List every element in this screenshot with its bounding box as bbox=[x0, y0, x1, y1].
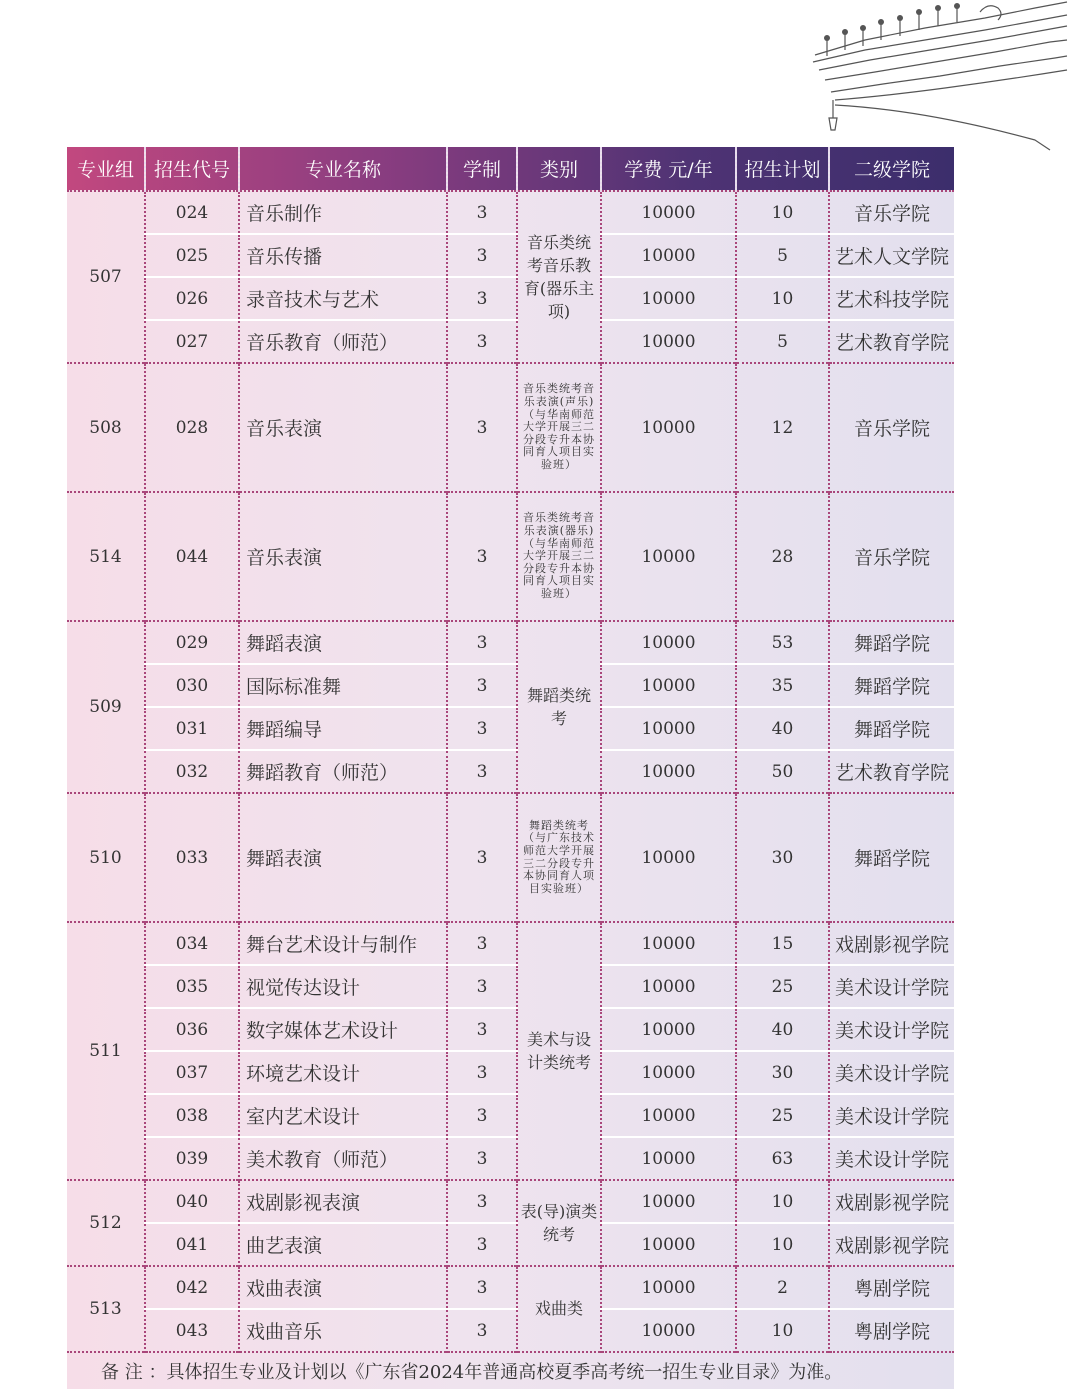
table-row bbox=[67, 1008, 954, 1051]
college-name: 美术设计学院 bbox=[829, 965, 954, 1008]
table-row bbox=[67, 320, 954, 363]
table-row bbox=[67, 1266, 954, 1309]
tuition-fee: 10000 bbox=[601, 707, 736, 750]
college-name: 舞蹈学院 bbox=[829, 707, 954, 750]
tuition-fee: 10000 bbox=[601, 492, 736, 621]
enroll-code: 025 bbox=[145, 234, 239, 277]
enroll-plan: 50 bbox=[736, 750, 829, 793]
major-name: 舞台艺术设计与制作 bbox=[239, 922, 447, 965]
note-row bbox=[67, 1352, 954, 1389]
study-years: 3 bbox=[447, 1309, 517, 1352]
study-years: 3 bbox=[447, 1008, 517, 1051]
major-name: 美术教育（师范） bbox=[239, 1137, 447, 1180]
tuition-fee: 10000 bbox=[601, 922, 736, 965]
major-name: 国际标准舞 bbox=[239, 664, 447, 707]
exam-category: 美术与设计类统考 bbox=[517, 922, 601, 1180]
exam-category: 音乐类统考音乐表演(器乐)（与华南师范大学开展三二分段专升本协同育人项目实验班） bbox=[517, 492, 601, 621]
college-name: 戏剧影视学院 bbox=[829, 1180, 954, 1223]
tuition-fee: 10000 bbox=[601, 234, 736, 277]
group-number: 513 bbox=[67, 1266, 145, 1352]
tuition-fee: 10000 bbox=[601, 664, 736, 707]
group-number: 509 bbox=[67, 621, 145, 793]
tuition-fee: 10000 bbox=[601, 320, 736, 363]
college-name: 舞蹈学院 bbox=[829, 793, 954, 922]
table-row bbox=[67, 277, 954, 320]
enroll-plan: 10 bbox=[736, 1223, 829, 1266]
table-row bbox=[67, 363, 954, 492]
header-group: 专业组 bbox=[67, 147, 145, 191]
college-name: 音乐学院 bbox=[829, 363, 954, 492]
exam-category: 舞蹈类统考 bbox=[517, 621, 601, 793]
study-years: 3 bbox=[447, 664, 517, 707]
study-years: 3 bbox=[447, 707, 517, 750]
header-fee: 学费 元/年 bbox=[601, 147, 736, 191]
header-plan: 招生计划 bbox=[736, 147, 829, 191]
major-name: 音乐教育（师范） bbox=[239, 320, 447, 363]
major-name: 视觉传达设计 bbox=[239, 965, 447, 1008]
college-name: 美术设计学院 bbox=[829, 1051, 954, 1094]
enroll-plan: 10 bbox=[736, 277, 829, 320]
table-row bbox=[67, 1180, 954, 1223]
major-name: 数字媒体艺术设计 bbox=[239, 1008, 447, 1051]
tuition-fee: 10000 bbox=[601, 621, 736, 664]
college-name: 艺术人文学院 bbox=[829, 234, 954, 277]
major-name: 舞蹈教育（师范） bbox=[239, 750, 447, 793]
study-years: 3 bbox=[447, 793, 517, 922]
enroll-plan: 15 bbox=[736, 922, 829, 965]
study-years: 3 bbox=[447, 1137, 517, 1180]
enroll-plan: 10 bbox=[736, 191, 829, 234]
enroll-plan: 53 bbox=[736, 621, 829, 664]
enroll-code: 027 bbox=[145, 320, 239, 363]
tuition-fee: 10000 bbox=[601, 1266, 736, 1309]
major-name: 舞蹈编导 bbox=[239, 707, 447, 750]
tuition-fee: 10000 bbox=[601, 363, 736, 492]
exam-category: 音乐类统考音乐教育(器乐主项) bbox=[517, 191, 601, 363]
header-code: 招生代号 bbox=[145, 147, 239, 191]
enroll-plan: 2 bbox=[736, 1266, 829, 1309]
enroll-plan: 35 bbox=[736, 664, 829, 707]
exam-category: 音乐类统考音乐表演(声乐)（与华南师范大学开展三二分段专升本协同育人项目实验班） bbox=[517, 363, 601, 492]
enroll-plan: 40 bbox=[736, 707, 829, 750]
palace-roof-illustration bbox=[805, 0, 1069, 160]
tuition-fee: 10000 bbox=[601, 1051, 736, 1094]
study-years: 3 bbox=[447, 191, 517, 234]
exam-category: 舞蹈类统考（与广东技术师范大学开展三二分段专升本协同育人项目实验班） bbox=[517, 793, 601, 922]
enroll-code: 031 bbox=[145, 707, 239, 750]
tuition-fee: 10000 bbox=[601, 1309, 736, 1352]
table-row bbox=[67, 750, 954, 793]
table-row bbox=[67, 1309, 954, 1352]
enroll-plan: 28 bbox=[736, 492, 829, 621]
study-years: 3 bbox=[447, 1094, 517, 1137]
college-name: 音乐学院 bbox=[829, 191, 954, 234]
exam-category: 表(导)演类统考 bbox=[517, 1180, 601, 1266]
major-name: 曲艺表演 bbox=[239, 1223, 447, 1266]
tuition-fee: 10000 bbox=[601, 1008, 736, 1051]
major-name: 音乐表演 bbox=[239, 363, 447, 492]
study-years: 3 bbox=[447, 363, 517, 492]
study-years: 3 bbox=[447, 1051, 517, 1094]
college-name: 粤剧学院 bbox=[829, 1266, 954, 1309]
note-text: 备 注 ：具体招生专业及计划以《广东省2024年普通高校夏季高考统一招生专业目录》为准。 bbox=[67, 1352, 954, 1389]
group-number: 514 bbox=[67, 492, 145, 621]
enroll-code: 035 bbox=[145, 965, 239, 1008]
college-name: 艺术科技学院 bbox=[829, 277, 954, 320]
enroll-code: 033 bbox=[145, 793, 239, 922]
tuition-fee: 10000 bbox=[601, 793, 736, 922]
table-row bbox=[67, 707, 954, 750]
enroll-code: 040 bbox=[145, 1180, 239, 1223]
college-name: 艺术教育学院 bbox=[829, 750, 954, 793]
table-row bbox=[67, 922, 954, 965]
college-name: 舞蹈学院 bbox=[829, 621, 954, 664]
tuition-fee: 10000 bbox=[601, 750, 736, 793]
major-name: 音乐制作 bbox=[239, 191, 447, 234]
major-name: 环境艺术设计 bbox=[239, 1051, 447, 1094]
header-major: 专业名称 bbox=[239, 147, 447, 191]
study-years: 3 bbox=[447, 1223, 517, 1266]
header-category: 类别 bbox=[517, 147, 601, 191]
enroll-plan: 30 bbox=[736, 1051, 829, 1094]
enroll-code: 038 bbox=[145, 1094, 239, 1137]
enroll-code: 042 bbox=[145, 1266, 239, 1309]
study-years: 3 bbox=[447, 922, 517, 965]
table-row bbox=[67, 793, 954, 922]
table-row bbox=[67, 191, 954, 234]
college-name: 美术设计学院 bbox=[829, 1094, 954, 1137]
group-number: 508 bbox=[67, 363, 145, 492]
group-number: 510 bbox=[67, 793, 145, 922]
enroll-code: 030 bbox=[145, 664, 239, 707]
enroll-code: 032 bbox=[145, 750, 239, 793]
table-row bbox=[67, 1094, 954, 1137]
major-name: 戏曲音乐 bbox=[239, 1309, 447, 1352]
enroll-code: 034 bbox=[145, 922, 239, 965]
college-name: 戏剧影视学院 bbox=[829, 1223, 954, 1266]
college-name: 美术设计学院 bbox=[829, 1137, 954, 1180]
major-name: 戏剧影视表演 bbox=[239, 1180, 447, 1223]
table-row bbox=[67, 1223, 954, 1266]
header-college: 二级学院 bbox=[853, 159, 930, 181]
enroll-code: 037 bbox=[145, 1051, 239, 1094]
table-body bbox=[67, 191, 954, 1389]
header-years: 学制 bbox=[447, 147, 517, 191]
table-header-row bbox=[67, 147, 954, 191]
enroll-plan: 5 bbox=[736, 320, 829, 363]
study-years: 3 bbox=[447, 492, 517, 621]
enroll-code: 043 bbox=[145, 1309, 239, 1352]
group-number: 507 bbox=[67, 191, 145, 363]
college-name: 舞蹈学院 bbox=[829, 664, 954, 707]
enroll-code: 029 bbox=[145, 621, 239, 664]
study-years: 3 bbox=[447, 621, 517, 664]
tuition-fee: 10000 bbox=[601, 1094, 736, 1137]
tuition-fee: 10000 bbox=[601, 191, 736, 234]
enroll-code: 039 bbox=[145, 1137, 239, 1180]
group-number: 512 bbox=[67, 1180, 145, 1266]
tuition-fee: 10000 bbox=[601, 965, 736, 1008]
college-name: 美术设计学院 bbox=[829, 1008, 954, 1051]
table-row bbox=[67, 965, 954, 1008]
enroll-plan: 30 bbox=[736, 793, 829, 922]
enrollment-table bbox=[67, 147, 954, 1389]
college-name: 艺术教育学院 bbox=[829, 320, 954, 363]
enroll-code: 028 bbox=[145, 363, 239, 492]
enroll-plan: 10 bbox=[736, 1180, 829, 1223]
study-years: 3 bbox=[447, 234, 517, 277]
table-row bbox=[67, 1051, 954, 1094]
tuition-fee: 10000 bbox=[601, 1137, 736, 1180]
tuition-fee: 10000 bbox=[601, 1223, 736, 1266]
enroll-plan: 40 bbox=[736, 1008, 829, 1051]
study-years: 3 bbox=[447, 750, 517, 793]
exam-category: 戏曲类 bbox=[517, 1266, 601, 1352]
major-name: 舞蹈表演 bbox=[239, 621, 447, 664]
college-name: 音乐学院 bbox=[829, 492, 954, 621]
enroll-code: 024 bbox=[145, 191, 239, 234]
study-years: 3 bbox=[447, 965, 517, 1008]
college-name: 戏剧影视学院 bbox=[829, 922, 954, 965]
major-name: 录音技术与艺术 bbox=[239, 277, 447, 320]
major-name: 室内艺术设计 bbox=[239, 1094, 447, 1137]
enroll-code: 036 bbox=[145, 1008, 239, 1051]
table-row bbox=[67, 621, 954, 664]
study-years: 3 bbox=[447, 1180, 517, 1223]
study-years: 3 bbox=[447, 277, 517, 320]
enroll-plan: 10 bbox=[736, 1309, 829, 1352]
table-row bbox=[67, 492, 954, 621]
enroll-plan: 63 bbox=[736, 1137, 829, 1180]
major-name: 音乐传播 bbox=[239, 234, 447, 277]
major-name: 戏曲表演 bbox=[239, 1266, 447, 1309]
study-years: 3 bbox=[447, 320, 517, 363]
enroll-plan: 25 bbox=[736, 1094, 829, 1137]
enroll-code: 041 bbox=[145, 1223, 239, 1266]
college-name: 粤剧学院 bbox=[829, 1309, 954, 1352]
major-name: 音乐表演 bbox=[239, 492, 447, 621]
enroll-code: 026 bbox=[145, 277, 239, 320]
tuition-fee: 10000 bbox=[601, 277, 736, 320]
major-name: 舞蹈表演 bbox=[239, 793, 447, 922]
table-row bbox=[67, 1137, 954, 1180]
tuition-fee: 10000 bbox=[601, 1180, 736, 1223]
table-row bbox=[67, 664, 954, 707]
table-row bbox=[67, 234, 954, 277]
enroll-plan: 25 bbox=[736, 965, 829, 1008]
enroll-code: 044 bbox=[145, 492, 239, 621]
study-years: 3 bbox=[447, 1266, 517, 1309]
enroll-plan: 12 bbox=[736, 363, 829, 492]
group-number: 511 bbox=[67, 922, 145, 1180]
enroll-plan: 5 bbox=[736, 234, 829, 277]
